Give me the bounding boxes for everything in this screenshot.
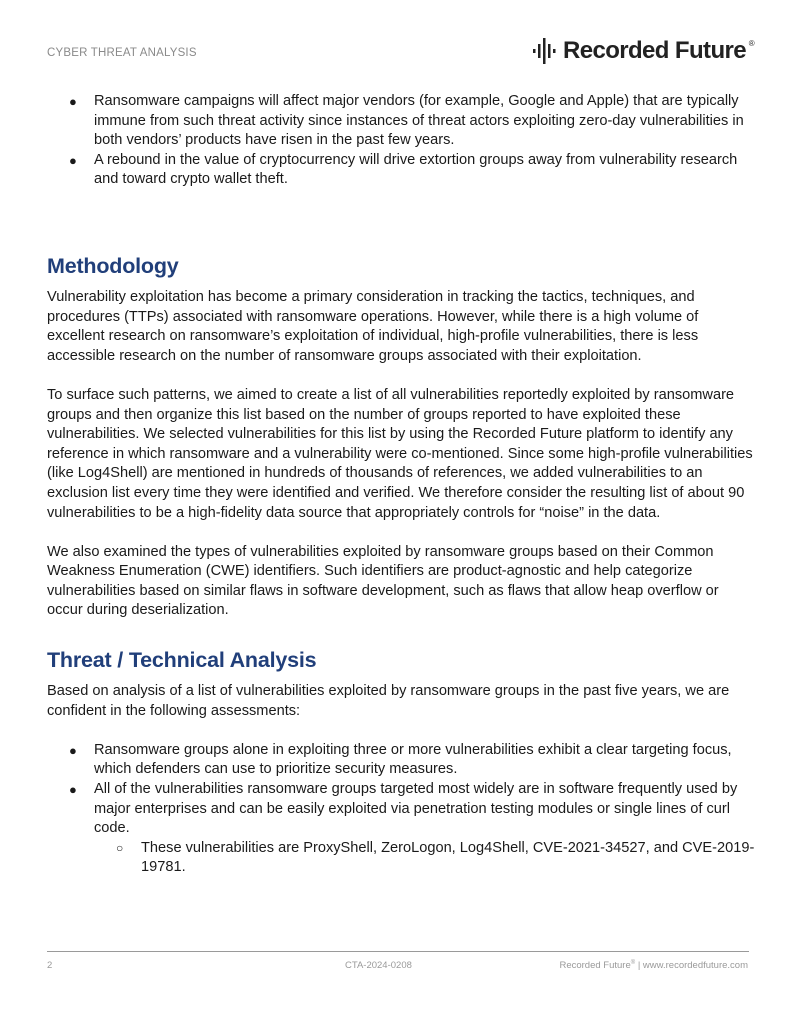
footer-registered-mark: ® — [630, 960, 636, 966]
analysis-heading: Threat / Technical Analysis — [47, 648, 317, 673]
bullet-text: Ransomware campaigns will affect major vendors (for example, Google and Apple) that are typically immune from such threat activity since instances of threat actors exploiting zero-day vulnerabilities in both vendors’ products have risen in the past few years. — [94, 93, 744, 149]
footer-divider — [47, 951, 749, 952]
list-item — [47, 92, 757, 151]
analysis-intro: Based on analysis of a list of vulnerabilities exploited by ransomware groups in the past five years, we are confident in the following assessments: — [47, 683, 730, 719]
bullet-dot-icon: ● — [69, 94, 77, 109]
footer-brand — [559, 960, 748, 971]
sub-bullet-text: These vulnerabilities are ProxyShell, ZeroLogon, Log4Shell, CVE-2021-34527, and CVE-2019-19781. — [141, 839, 755, 876]
list-item — [47, 780, 757, 878]
footer-url[interactable]: | www.recordedfuture.com — [637, 960, 748, 972]
bullet-dot-icon: ● — [69, 152, 77, 168]
bullet-text: Ransomware groups alone in exploiting three or more vulnerabilities exhibit a clear targeting focus, which defenders can use to prioritize security measures. — [94, 741, 732, 778]
header-label: CYBER THREAT ANALYSIS — [47, 47, 197, 59]
recorded-future-logo — [533, 37, 754, 65]
sub-bullet-list — [94, 839, 757, 878]
document-id: CTA-2024-0208 — [345, 960, 412, 971]
logo-wordmark: Recorded Future — [562, 37, 746, 64]
list-item — [47, 151, 757, 190]
bullet-dot-icon: ● — [69, 742, 77, 758]
list-item — [94, 839, 757, 878]
methodology-paragraph: To surface such patterns, we aimed to create a list of all vulnerabilities reportedly exploited by ransomware groups and then organize this list based on the number of groups reported to have exploited these vulnerabilities. We selected vulnerabilities for this list by using the Recorded Future platform to identify any reference in which ransomware and a vulnerability were co-mentioned. Since some high-profile vulnerabilities (like Log4Shell) are mentioned in hundreds of thousands of references, we added vulnerabilities to an exclusion list every time they were identified and verified. We therefore consider the resulting list of about 90 vulnerabilities to be a high-fidelity data source that appropriately controls for “noise” in the data. — [47, 386, 753, 521]
page-content — [47, 92, 757, 878]
recorded-future-logo-icon — [533, 38, 557, 64]
logo-registered-mark: ® — [748, 39, 754, 48]
methodology-heading: Methodology — [47, 253, 179, 278]
methodology-paragraph: Vulnerability exploitation has become a primary consideration in tracking the tactics, techniques, and procedures (TTPs) associated with ransomware operations. However, while there is a high volume of excellent research on ransomware’s exploitation of individual, high-profile vulnerabilities, there is less accessible research on the number of ransomware groups associated with their exploitation. — [47, 288, 699, 364]
logo-text — [562, 37, 754, 65]
page-number: 2 — [47, 960, 53, 971]
bullet-circle-icon: ○ — [116, 840, 124, 855]
footer-brand-name: Recorded Future — [559, 960, 631, 972]
top-bullet-list — [47, 92, 757, 190]
bullet-dot-icon: ● — [69, 782, 77, 798]
analysis-bullet-list — [47, 741, 757, 878]
bullet-text: A rebound in the value of cryptocurrency will drive extortion groups away from vulnerability research and toward crypto wallet theft. — [94, 151, 738, 188]
list-item — [47, 741, 757, 780]
bullet-text: All of the vulnerabilities ransomware groups targeted most widely are in software frequently used by major enterprises and can be easily exploited via penetration testing modules or single lines of curl code. — [94, 781, 738, 837]
methodology-paragraph: We also examined the types of vulnerabilities exploited by ransomware groups based on their Common Weakness Enumeration (CWE) identifiers. Such identifiers are product-agnostic and help categorize vulnerabilities based on similar flaws in software development, such as flaws that allow heap overflow or occur during deserialization. — [47, 543, 719, 619]
